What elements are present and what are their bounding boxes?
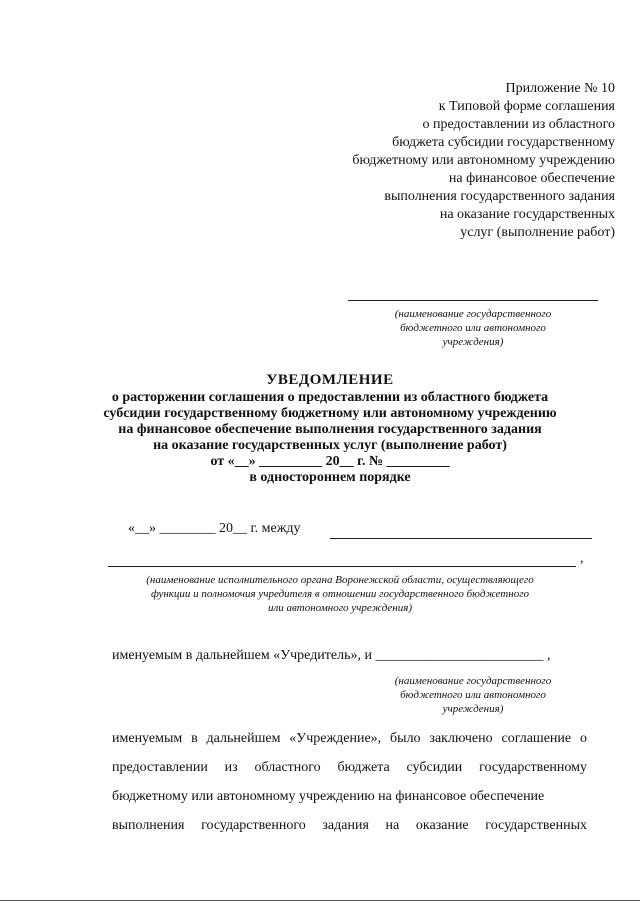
founder-designation-line: именуемым в дальнейшем «Учредитель», и ________________________ , — [112, 648, 551, 663]
caption-line: или автономного учреждения) — [267, 602, 413, 614]
caption-line: бюджетного или автономного — [400, 322, 546, 334]
founder-caption — [100, 573, 580, 615]
agreement-date-line: «__» ________ 20__ г. между — [128, 521, 301, 536]
page-edge-rule — [0, 900, 640, 901]
appendix-line: Приложение № 10 — [505, 81, 615, 96]
appendix-line: услуг (выполнение работ) — [460, 225, 615, 240]
title-date-number: от «__» _________ 20__ г. № _________ — [210, 454, 450, 469]
appendix-line: на оказание государственных — [439, 207, 615, 222]
appendix-line: на финансовое обеспечение — [448, 171, 615, 186]
founder-comma: , — [580, 551, 584, 566]
caption-line: учреждения) — [442, 336, 504, 348]
caption-line: (наименование государственного — [394, 675, 552, 687]
appendix-line: бюджетному или автономному учреждению — [352, 153, 615, 168]
body-line: предоставлении из областного бюджета субсидии государственному — [112, 760, 587, 775]
title-line: на оказание государственных услуг (выполнение работ) — [153, 438, 507, 453]
founder-name-line — [108, 566, 576, 567]
title-line: о расторжении соглашения о предоставлении из областного бюджета — [111, 390, 549, 405]
institution-caption — [348, 674, 598, 716]
caption-line: функции и полномочия учредителя в отношении государственного бюджетного — [151, 588, 529, 600]
body-line: бюджетному или автономному учреждению на финансовое обеспечение — [112, 789, 545, 804]
appendix-line: выполнения государственного задания — [384, 189, 615, 204]
body-paragraph — [112, 724, 587, 840]
recipient-caption — [348, 307, 598, 349]
appendix-header — [295, 80, 615, 242]
body-line: именуемым в дальнейшем «Учреждение», было заключено соглашение о — [112, 731, 587, 746]
caption-line: бюджетного или автономного — [400, 689, 546, 701]
title-line: на финансовое обеспечение выполнения государственного задания — [118, 422, 542, 437]
notice-title-block — [60, 372, 600, 486]
title-line: в одностороннем порядке — [249, 470, 411, 485]
caption-line: учреждения) — [442, 703, 504, 715]
body-line: выполнения государственного задания на оказание государственных — [112, 818, 587, 833]
notice-heading: УВЕДОМЛЕНИЕ — [266, 372, 394, 388]
caption-line: (наименование государственного — [394, 308, 552, 320]
caption-line: (наименование исполнительного органа Воронежской области, осуществляющего — [146, 574, 534, 586]
appendix-line: к Типовой форме соглашения — [438, 99, 615, 114]
title-line: субсидии государственному бюджетному или автономному учреждению — [103, 406, 557, 421]
appendix-line: о предоставлении из областного — [422, 117, 615, 132]
appendix-line: бюджета субсидии государственному — [392, 135, 615, 150]
party-blank-line — [330, 538, 592, 539]
recipient-name-line — [348, 300, 598, 301]
